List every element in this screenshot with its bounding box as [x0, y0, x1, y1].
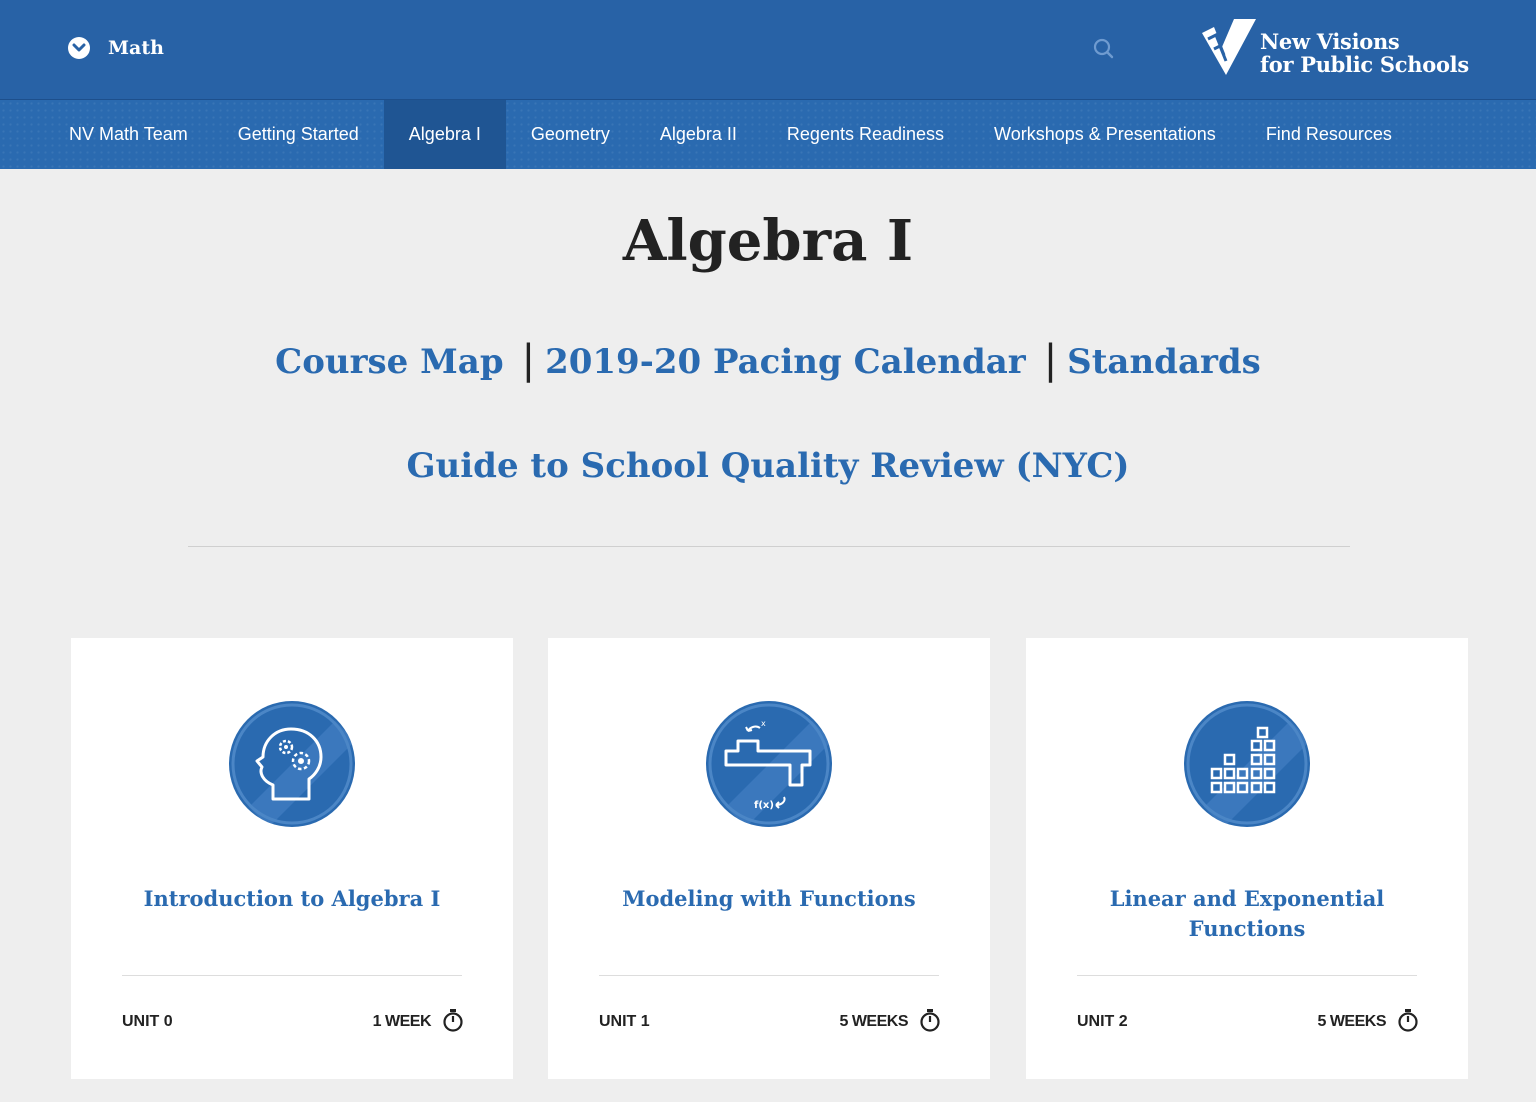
guide-link-row	[0, 446, 1536, 486]
quality-review-guide-link[interactable]: Guide to School Quality Review (NYC)	[406, 446, 1130, 486]
course-links	[0, 337, 1536, 383]
growth-blocks-icon	[1184, 701, 1310, 827]
site-label: Math	[108, 37, 164, 59]
card-divider	[1077, 975, 1417, 976]
nav-item-find-resources[interactable]: Find Resources	[1265, 124, 1392, 144]
card-divider	[122, 975, 462, 976]
unit-duration: 5 WEEKS	[1317, 1013, 1386, 1030]
link-separator: |	[1043, 337, 1058, 383]
link-separator: |	[521, 337, 536, 383]
nav-item-algebra-1[interactable]: Algebra I	[384, 100, 506, 169]
section-divider	[188, 546, 1350, 547]
unit-duration: 5 WEEKS	[839, 1013, 908, 1030]
unit-number: UNIT 2	[1077, 1013, 1128, 1030]
stopwatch-icon	[1397, 1009, 1419, 1033]
logo-text-line1: New Visions	[1260, 29, 1400, 54]
logo-mark-icon	[1200, 17, 1258, 77]
logo-text-line2: for Public Schools	[1260, 52, 1469, 77]
chevron-down-icon	[68, 37, 90, 59]
nav-item-geometry[interactable]: Geometry	[530, 124, 610, 144]
nav-item-algebra-2[interactable]: Algebra II	[659, 124, 737, 144]
unit-number: UNIT 0	[122, 1013, 173, 1030]
course-map-link[interactable]: Course Map	[275, 342, 504, 382]
unit-duration: 1 WEEK	[372, 1013, 431, 1030]
standards-link[interactable]: Standards	[1067, 342, 1261, 382]
stopwatch-icon	[919, 1009, 941, 1033]
card-divider	[599, 975, 939, 976]
function-machine-icon	[706, 701, 832, 827]
unit-card[interactable]	[1026, 638, 1468, 1079]
new-visions-logo[interactable]	[1200, 17, 1480, 79]
pacing-calendar-link[interactable]: 2019-20 Pacing Calendar	[545, 342, 1026, 382]
nav-item-workshops[interactable]: Workshops & Presentations	[994, 124, 1216, 144]
nav-item-regents-readiness[interactable]: Regents Readiness	[786, 124, 945, 144]
unit-title: Modeling with Functions	[622, 886, 916, 911]
svg-text:f(x): f(x)	[754, 800, 774, 811]
unit-number: UNIT 1	[599, 1013, 650, 1030]
nav-item-getting-started[interactable]: Getting Started	[237, 124, 359, 144]
unit-title: Introduction to Algebra I	[143, 886, 441, 911]
unit-title: Linear and Exponential Functions	[1109, 886, 1385, 941]
search-icon[interactable]	[1090, 35, 1118, 63]
head-gears-icon	[229, 701, 355, 827]
unit-card[interactable]	[548, 638, 990, 1079]
unit-card[interactable]	[71, 638, 513, 1079]
nav-item-nv-math-team[interactable]: NV Math Team	[69, 124, 188, 144]
site-switcher[interactable]	[68, 36, 164, 60]
page-title: Algebra I	[622, 208, 914, 274]
svg-text:x: x	[761, 719, 766, 728]
site-header	[0, 0, 1536, 100]
stopwatch-icon	[442, 1009, 464, 1033]
main-nav	[0, 100, 1536, 169]
